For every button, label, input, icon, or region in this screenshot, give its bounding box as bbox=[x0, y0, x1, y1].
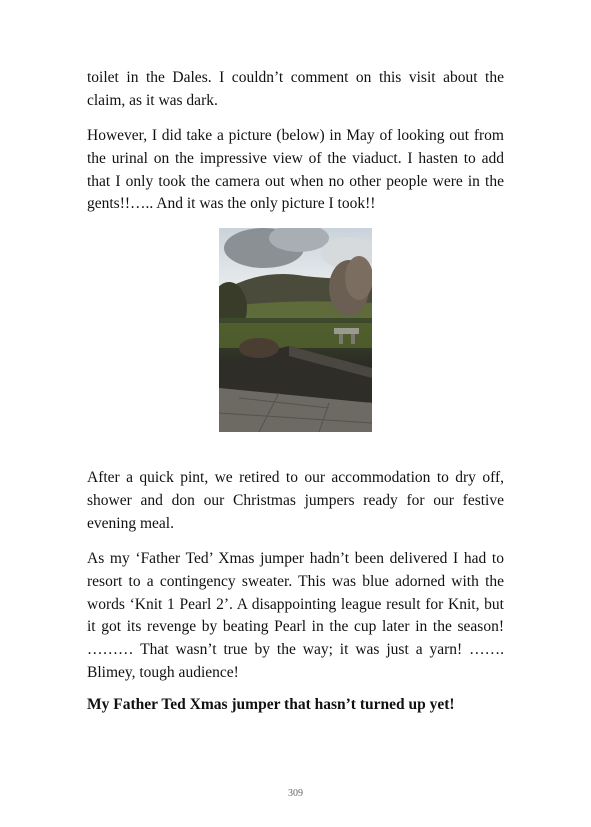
paragraph-father-ted-jumper: As my ‘Father Ted’ Xmas jumper hadn’t been delivered I had to resort to a contingency sweater. This was blue adorned with the words ‘Knit 1 Pearl 2’. A disappointing league result for Knit, but it got its revenge by beating Pearl in the cup later in the season! ……… That wasn’t true by the way; it was just a yarn! ……. Blimey, tough audience! bbox=[87, 550, 504, 681]
bold-caption: My Father Ted Xmas jumper that hasn’t turned up yet! bbox=[87, 696, 455, 713]
paragraph-toilet-claim: toilet in the Dales. I couldn’t comment on this visit about the claim, as it was dark. bbox=[87, 69, 504, 109]
paragraph-urinal-view: However, I did take a picture (below) in May of looking out from the urinal on the impressive view of the viaduct. I hasten to add that I only took the camera out when no other people were in the gents!!….. And it was the only picture I took!! bbox=[87, 127, 504, 213]
viaduct-view-photo bbox=[219, 228, 372, 432]
page-number: 309 bbox=[288, 788, 303, 799]
paragraph-quick-pint: After a quick pint, we retired to our accommodation to dry off, shower and don our Christmas jumpers ready for our festive evening meal. bbox=[87, 469, 504, 532]
